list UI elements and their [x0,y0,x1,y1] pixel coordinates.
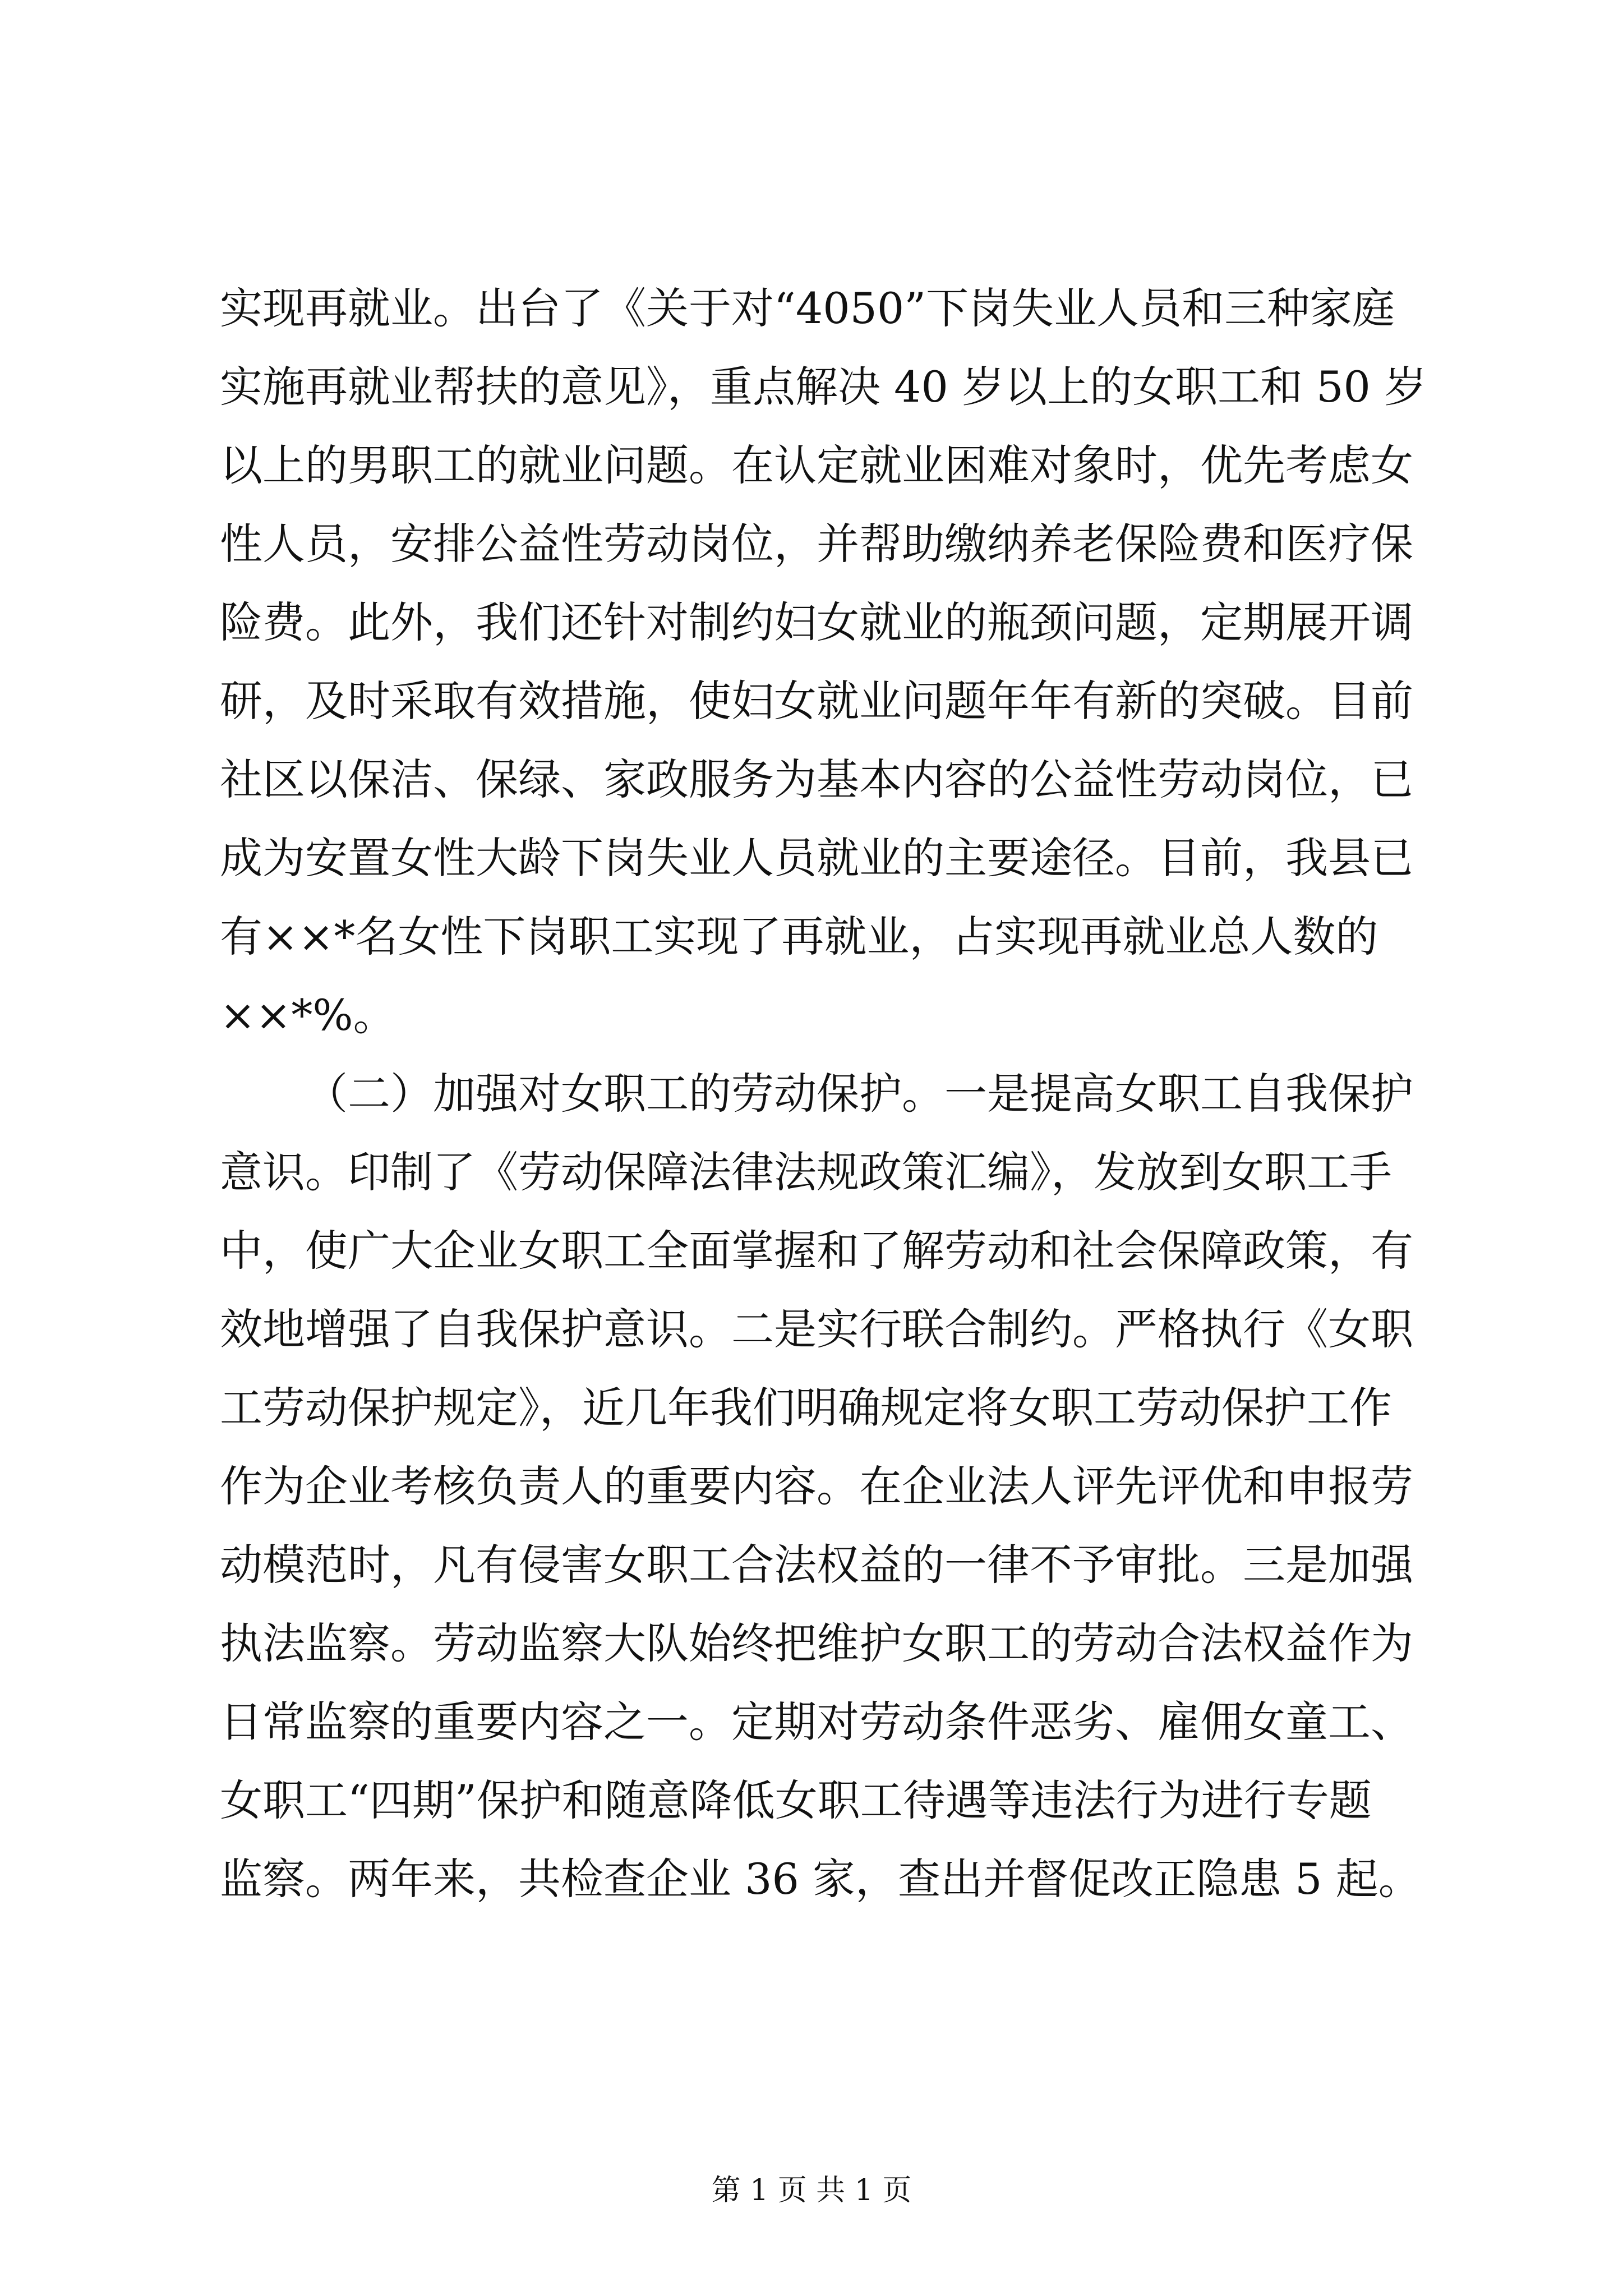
text-line: 中，使广大企业女职工全面掌握和了解劳动和社会保障政策，有 [220,1226,1413,1276]
text-line: ××*%。 [220,990,396,1040]
text-line: 社区以保洁、保绿、家政服务为基本内容的公益性劳动岗位，已 [220,754,1413,804]
text-line: 执法监察。劳动监察大队始终把维护女职工的劳动合法权益作为 [220,1618,1413,1668]
text-line: 女职工“四期”保护和随意降低女职工待遇等违法行为进行专题 [220,1775,1372,1825]
text-line: 效地增强了自我保护意识。二是实行联合制约。严格执行《女职 [220,1304,1413,1354]
text-line: （二）加强对女职工的劳动保护。一是提高女职工自我保护 [305,1069,1413,1119]
text-line: 作为企业考核负责人的重要内容。在企业法人评先评优和申报劳 [220,1461,1413,1511]
text-line: 实现再就业。出台了《关于对“4050”下岗失业人员和三种家庭 [220,283,1395,333]
text-line: 动模范时，凡有侵害女职工合法权益的一律不予审批。三是加强 [220,1540,1413,1590]
text-line: 日常监察的重要内容之一。定期对劳动条件恶劣、雇佣女童工、 [220,1697,1413,1747]
text-line: 以上的男职工的就业问题。在认定就业困难对象时，优先考虑女 [220,440,1413,490]
text-line: 意识。印制了《劳动保障法律法规政策汇编》，发放到女职工手 [220,1147,1392,1197]
text-line: 研，及时采取有效措施，使妇女就业问题年年有新的突破。目前 [220,676,1413,726]
text-line: 监察。两年来，共检查企业 36 家，查出并督促改正隐患 5 起。 [220,1854,1421,1904]
text-line: 工劳动保护规定》，近几年我们明确规定将女职工劳动保护工作 [220,1383,1392,1433]
page-footer: 第 1 页 共 1 页 [711,2174,912,2207]
text-line: 险费。此外，我们还针对制约妇女就业的瓶颈问题，定期展开调 [220,597,1413,647]
text-line: 有××*名女性下岗职工实现了再就业，占实现再就业总人数的 [220,912,1378,961]
text-line: 成为安置女性大龄下岗失业人员就业的主要途径。目前，我县已 [220,833,1413,883]
text-line: 性人员，安排公益性劳动岗位，并帮助缴纳养老保险费和医疗保 [220,519,1413,569]
text-line: 实施再就业帮扶的意见》，重点解决 40 岁以上的女职工和 50 岁 [220,362,1427,412]
